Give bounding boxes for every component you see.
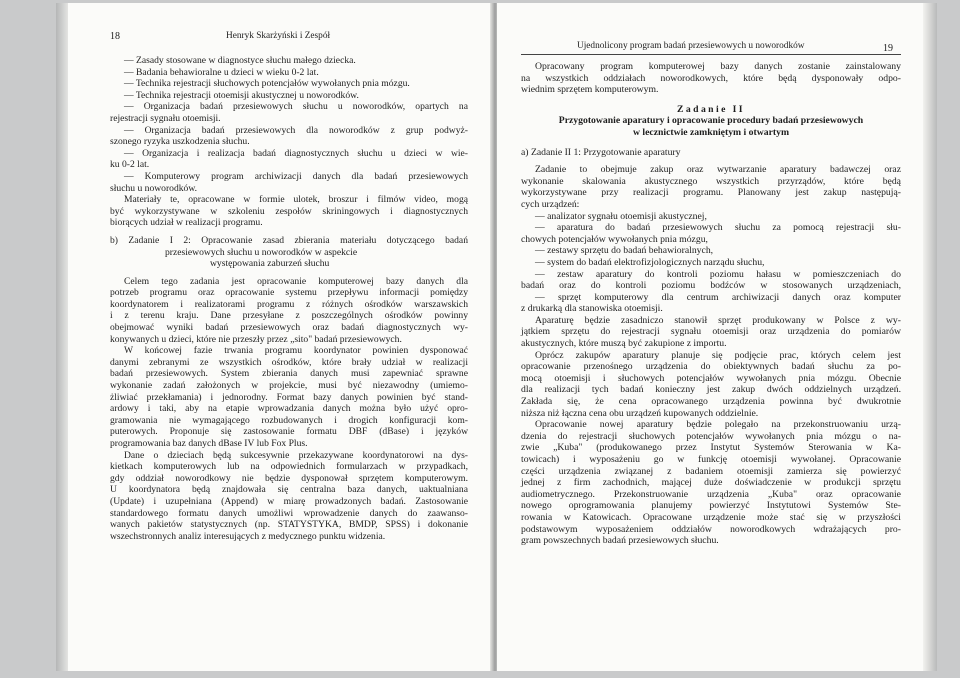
text-line: słuchu u noworodków. xyxy=(110,182,198,194)
text-line: jątkiem sprzętu do rejestracji sygnału otoemisji oraz urządzenia do pomiarów xyxy=(521,326,901,338)
text-line: — system do badań elektrofizjologicznych narządu słuchu, xyxy=(535,256,765,268)
text-line: Aparaturę będzie zasadniczo stanowił sprzęt produkowany w Polsce z wy- xyxy=(535,314,901,326)
task-heading: Zadanie II xyxy=(677,103,745,115)
text-line: kietkach komputerowych lub na odpowiednich formularzach w przypadkach, xyxy=(110,461,468,473)
text-line: mocą otoemisji i słuchowych potencjałów wywołanych pnia mózgu. Obecnie xyxy=(521,372,901,384)
text-line: opracowanie przenośnego urządzenia do obiektywnych badań słuchu za po- xyxy=(521,361,901,373)
text-line: niższa niż łączna cena obu urządzeń kupowanych oddzielnie. xyxy=(521,407,759,419)
text-line: Zadanie to obejmuje zakup oraz wytwarzanie aparatury badawczej oraz xyxy=(535,164,901,176)
text-line: akustycznych, które muszą być zakupione z importu. xyxy=(521,338,727,350)
text-line: badań oraz do kontroli poziomu bodźców w stosowanych urządzeniach, xyxy=(521,280,901,292)
text-line: na wszystkich oddziałach noworodkowych, które będą dysponowały odpo- xyxy=(521,72,901,84)
section-heading: b) Zadanie I 2: Opracowanie zasad zbierania materiału dotyczącego badań xyxy=(110,234,468,246)
left-page-body xyxy=(110,55,468,542)
running-head-left: Henryk Skarżyński i Zespół xyxy=(226,31,331,41)
text-line: gramowania nie wymagającego rozbudowanych i drogich konfiguracji kom- xyxy=(110,414,468,426)
text-line: Opracowany program komputerowej bazy danych zostanie zainstalowany xyxy=(535,61,901,72)
text-line: z drukarką dla stanowiska otoemisji. xyxy=(521,303,663,315)
text-line: jednej z firm zachodnich, mającej duże doświadczenie w produkcji sprzętu xyxy=(521,477,901,489)
text-line: obejmować wyniki badań przesiewowych oraz badań diagnostycznych wy- xyxy=(110,322,468,334)
text-line: nowego oprogramowania planujemy powierzyć Instytutowi Systemów Ste- xyxy=(521,500,901,512)
section-heading: występowania zaburzeń słuchu xyxy=(210,258,330,270)
text-line: — sprzęt komputerowy dla centrum archiwizacji danych oraz komputer xyxy=(535,291,901,303)
text-line: — zestaw aparatury do kontroli poziomu hałasu w pomieszczeniach do xyxy=(535,268,901,280)
text-line: koordynatorem i realizatorami programu z różnych ośrodków warszawskich xyxy=(110,298,468,310)
section-heading: a) Zadanie II 1: Przygotowanie aparatury xyxy=(521,146,681,158)
text-line: standardowego formatu danych umożliwi wprowadzenie danych do zaawanso- xyxy=(110,507,468,519)
text-line: zwie „Kuba" (produkowanego przez Instytut Systemów Sterowania w Ka- xyxy=(521,442,901,454)
text-line: badań przesiewowych. System zbierania danych musi zapewniać sprawne xyxy=(110,368,468,380)
text-line: — Zasady stosowane w diagnostyce słuchu małego dziecka. xyxy=(124,55,356,66)
text-line: audiometrycznego. Przekonstruowanie urządzenia „Kuba" oraz opracowanie xyxy=(521,488,901,500)
text-line: chowych potencjałów wywołanych pnia mózgu, xyxy=(521,233,708,245)
text-line: — Badania behawioralne u dzieci w wieku 0-2 lat. xyxy=(124,66,319,78)
text-line: — Organizacja i realizacja badań diagnostycznych słuchu u dzieci w wie- xyxy=(124,147,468,159)
left-page xyxy=(68,3,494,671)
text-line: programowania baz danych dBase IV lub Fox Plus. xyxy=(110,438,308,449)
text-line: rowania w Katowicach. Opracowane urządzenie może stać się w przyszłości xyxy=(521,511,901,523)
text-line: biorących udział w realizacji programu. xyxy=(110,217,263,229)
text-line: wanych pakietów statystycznych (np. STATYSTYKA, BMDP, SPSS) i dokonanie xyxy=(110,519,468,531)
text-line: — Organizacja badań przesiewowych słuchu u noworodków, opartych na xyxy=(124,101,468,113)
text-line: konywanych u dzieci, które nie przeszły przez „sito" badań przesiewowych. xyxy=(110,333,402,345)
text-line: (Update) i uzupełniana (Append) w miarę prowadzonych badań. Zastosowanie xyxy=(110,495,468,507)
text-line: — analizator sygnału otoemisji akustycznej, xyxy=(535,210,707,222)
page-number-right: 19 xyxy=(883,43,893,54)
text-line: dla realizacji tych badań konieczny jest zakup dwóch oddzielnych urządzeń. xyxy=(521,384,901,396)
right-page xyxy=(497,3,923,671)
text-line: Materiały te, opracowane w formie ulotek, broszur i filmów video, mogą xyxy=(124,194,468,206)
text-line: i z terenu kraju. Dane przesyłane z poszczególnych ośrodków powinny xyxy=(110,310,468,322)
text-line: towicach) i wyposażeniu go w funkcję otoemisji wywołanej. Opracowanie xyxy=(521,454,901,465)
text-line: rejestracji sygnału otoemisji. xyxy=(110,112,221,124)
right-page-header xyxy=(521,37,901,55)
text-line: dzenia do rejestracji słuchowych potencjałów wywołanych pnia mózgu o na- xyxy=(521,430,901,442)
text-line: gdy oddział noworodkowy nie będzie dysponował sprzętem komputerowym. xyxy=(110,472,468,484)
text-line: ku 0-2 lat. xyxy=(110,159,150,171)
text-line: — Organizacja badań przesiewowych dla noworodków z grup podwyż- xyxy=(124,124,468,136)
text-line: być wykorzystywane w szkoleniu zespołów skriningowych i diagnostycznych xyxy=(110,205,468,217)
text-line: Dane o dzieciach będą sukcesywnie przekazywane koordynatorowi na dys- xyxy=(124,449,468,461)
text-line: Opracowanie nowej aparatury będzie polegało na przekonstruowaniu urzą- xyxy=(535,419,901,431)
page-edge-right xyxy=(923,3,937,671)
text-line: — Technika rejestracji słuchowych potencjałów wywołanych pnia mózgu. xyxy=(124,78,410,90)
text-line: szonego ryzyka uszkodzenia słuchu. xyxy=(110,136,250,148)
text-line: — aparatura do badań przesiewowych słuchu za pomocą rejestracji słu- xyxy=(535,222,901,234)
text-line: — zestawy sprzętu do badań behawioralnych, xyxy=(535,245,714,257)
task-title: w lecznictwie zamkniętym i otwartym xyxy=(632,126,790,138)
text-line: potrzeb programu oraz opracowanie systemu przepływu informacji pomiędzy xyxy=(110,287,468,299)
text-line: gram powszechnych badań przesiewowych słuchu. xyxy=(521,535,719,547)
text-line: Oprócz zakupów aparatury planuje się podjęcie prac, których celem jest xyxy=(535,349,901,361)
text-line: W końcowej fazie trwania programu koordynator powinien dysponować xyxy=(124,345,468,357)
text-line: ardowy i taki, aby na etapie wprowadzania danych można było użyć opro- xyxy=(110,403,468,415)
task-title: Przygotowanie aparatury i opracowanie procedury badań przesiewowych xyxy=(558,115,864,127)
text-line: podstawowym wyposażeniem oddziałów noworodkowych wdrażających pro- xyxy=(521,523,901,535)
text-line: puterowych. Proponuje się zastosowanie formatu DBF (dBase) i języków xyxy=(110,426,468,438)
text-line: wykonanie zadań założonych w projekcie, musi być niezawodny (umiemo- xyxy=(110,380,468,392)
section-heading: przesiewowych słuchu u noworodków w aspekcie xyxy=(165,246,358,258)
text-line: żliwiać przekłamania) i jednorodny. Format bazy danych powinien być stand- xyxy=(110,391,468,403)
right-page-body xyxy=(521,61,901,547)
text-line: wykonanie skalowania akustycznego wszystkich przyrządów, które będą xyxy=(521,175,901,187)
text-line: — Technika rejestracji otoemisji akustycznej u noworodków. xyxy=(124,89,359,101)
running-head-right: Ujednolicony program badań przesiewowych u noworodków xyxy=(577,41,805,51)
text-line: danymi zebranymi ze wszystkich ośrodków, które brały udział w realizacji xyxy=(110,356,468,368)
text-line: wszechstronnych analiz interesujących z medycznego punktu widzenia. xyxy=(110,530,386,542)
text-line: wykorzystywane przy realizacji programu. Planowany jest zakup następują- xyxy=(521,187,901,199)
text-line: U koordynatora będą znajdowała się centralna baza danych, uaktualniana xyxy=(110,484,468,496)
page-number-left: 18 xyxy=(110,31,120,42)
text-line: cych urządzeń: xyxy=(521,198,580,210)
left-page-header xyxy=(110,31,468,49)
text-line: części urządzenia związanej z badaniem otoemisji zamierza się powierzyć xyxy=(521,465,901,477)
header-rule xyxy=(521,54,901,55)
text-line: Celem tego zadania jest opracowanie komputerowej bazy danych dla xyxy=(124,275,468,287)
text-line: Zakłada się, że cena opracowanego urządzenia powinna być dwukrotnie xyxy=(521,396,901,408)
text-line: — Komputerowy program archiwizacji danych dla badań przesiewowych xyxy=(124,170,468,182)
text-line: wiednim sprzętem komputerowym. xyxy=(521,84,659,96)
